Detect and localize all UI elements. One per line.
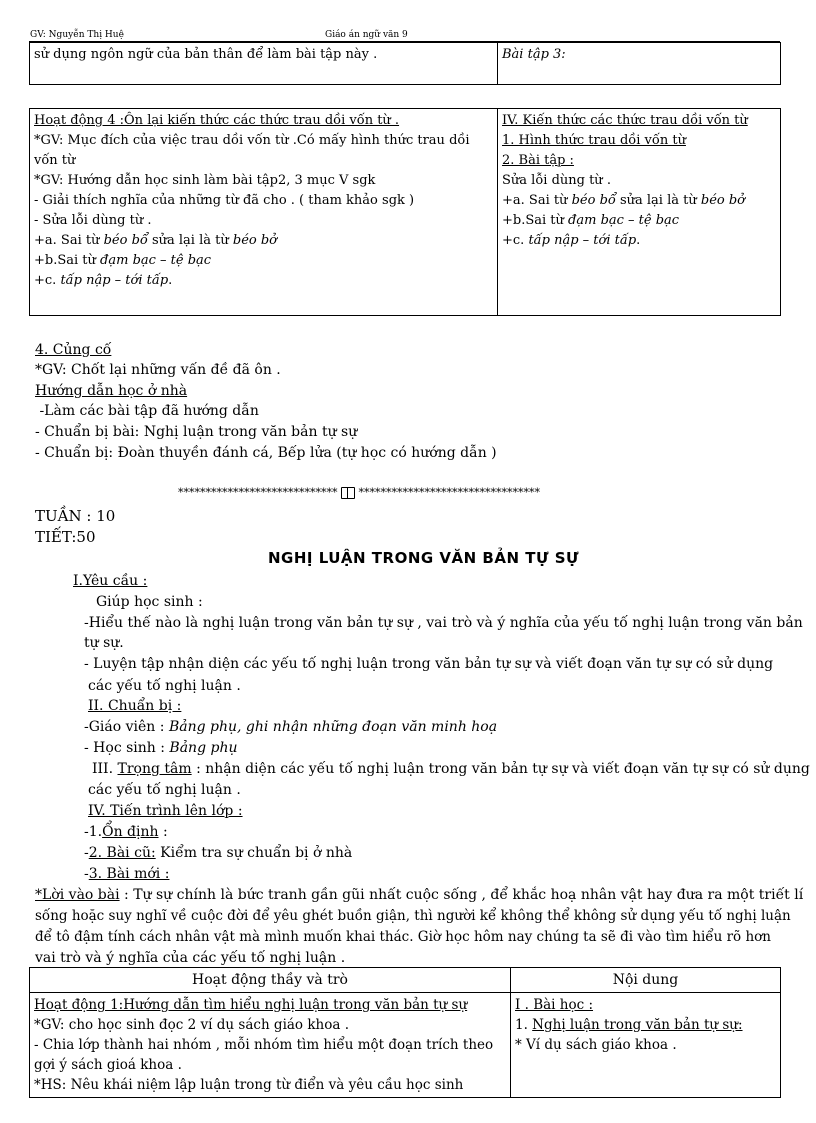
prep-teacher-value: Bảng phụ, ghi nhận những đoạn văn minh hoạ [168, 719, 498, 735]
focus-pre: III. [92, 761, 118, 777]
fix-b-pre: +b.Sai từ [34, 253, 101, 268]
fix-a-word2: béo bở [700, 193, 745, 208]
step-3-pre: - [84, 866, 89, 882]
lesson-title: NGHỊ LUẬN TRONG VĂN BẢN TỰ SỰ [268, 549, 580, 567]
review-left-fix-a [34, 231, 493, 251]
fix-c-word: tấp nập – tới tấp [528, 233, 637, 248]
fix-a-mid: sửa lại là từ [147, 233, 233, 248]
req-line: các yếu tố nghị luận . [88, 678, 241, 694]
req-line: - Luyện tập nhận diện các yếu tố nghị luận trong văn bản tự sự và viết đoạn văn tự sự có sử dụng [84, 656, 774, 672]
home-title: Hướng dẫn học ở nhà [35, 383, 188, 399]
req-label: I.Yêu cầu : [73, 573, 148, 589]
col2-header: Nội dung [511, 968, 781, 993]
review-right-title: IV. Kiến thức các thức trau dồi vốn từ [502, 113, 748, 128]
intro-text: : Tự sự chính là bức tranh gần gũi nhất cuộc sống , để khắc hoạ nhân vật hay đưa ra một triết lí [119, 887, 804, 903]
header-teacher: GV: Nguyễn Thị Huệ [30, 30, 124, 40]
separator-right: ********************************* [358, 486, 540, 499]
step-3 [84, 864, 169, 884]
review-left-line: *GV: Hướng dẫn học sinh làm bài tập2, 3 mục V sgk [34, 173, 376, 188]
focus-line [92, 759, 810, 779]
fix-b-word: đạm bạc – tệ bạc [100, 253, 212, 268]
review-right-fix-a [502, 191, 776, 211]
review-left-line: - Sửa lỗi dùng từ . [34, 213, 152, 228]
focus-text: : nhận diện các yếu tố nghị luận trong văn bản tự sự và viết đoạn văn tự sự có sử dụng [191, 761, 810, 777]
intro-line: vai trò và ý nghĩa của các yếu tố nghị luận . [35, 950, 346, 966]
prep-student [84, 738, 237, 758]
prep-teacher-label: -Giáo viên : [84, 719, 169, 735]
top-box-left: sử dụng ngôn ngữ của bản thân để làm bài tập này . [30, 43, 498, 85]
fix-c-post: . [636, 233, 641, 248]
period-label: TIẾT:50 [35, 528, 96, 546]
fix-c-word: tấp nập – tới tấp [60, 273, 169, 288]
review-left-cell [30, 109, 498, 316]
prep-label: II. Chuẩn bị : [88, 698, 182, 714]
activity-left-title: Hoạt động 1:Hướng dẫn tìm hiểu nghị luận trong văn bản tự sự [34, 997, 468, 1013]
req-intro: Giúp học sinh : [96, 594, 203, 610]
activity-table [29, 967, 781, 1098]
activity-right-title: I . Bài học : [515, 997, 594, 1013]
consolidate-line: *GV: Chốt lại những vấn đề đã ôn . [35, 362, 281, 378]
fix-a-word2: béo bở [232, 233, 277, 248]
review-right-line: Sửa lỗi dùng từ . [502, 173, 611, 188]
activity-right-cell [511, 993, 781, 1098]
review-box [29, 108, 781, 316]
fix-c-post: . [168, 273, 173, 288]
activity-left-line: *HS: Nêu khái niệm lập luận trong từ điển và yêu cầu học sinh [34, 1077, 464, 1093]
step-1 [84, 822, 168, 842]
intro-line: sống hoặc suy nghĩ về cuộc đời để yêu ghét buồn giận, thì người kể không thể không sử dụng yếu tố nghị luận [35, 908, 791, 924]
review-left-line: *GV: Mục đích của việc trau dồi vốn từ .Có mấy hình thức trau dồi vốn từ [34, 133, 470, 168]
review-right-h2: 2. Bài tập : [502, 153, 574, 168]
consolidate-title: 4. Củng cố [35, 342, 112, 358]
col1-header: Hoạt động thầy và trò [30, 968, 511, 993]
process-label: IV. Tiến trình lên lớp : [88, 803, 243, 819]
prep-student-label: - Học sinh : [84, 740, 170, 756]
activity-right-sub-label: Nghị luận trong văn bản tự sự: [532, 1017, 743, 1033]
activity-right-line: * Ví dụ sách giáo khoa . [515, 1037, 677, 1053]
step-2-label: 2. Bài cũ: [88, 845, 156, 861]
req-line: tự sự. [84, 635, 124, 651]
separator-left: ***************************** [178, 486, 338, 499]
activity-right-sub: 1. Nghị luận trong văn bản tự sự: [515, 1017, 743, 1033]
header-subject: Giáo án ngữ văn 9 [325, 30, 408, 40]
step-1-pre: -1. [84, 824, 103, 840]
top-box-right: Bài tập 3: [498, 43, 781, 85]
activity-left-cell [30, 993, 511, 1098]
fix-a-pre: +a. Sai từ [34, 233, 104, 248]
review-left-fix-b [34, 251, 493, 271]
fix-a-mid: sửa lại là từ [615, 193, 701, 208]
review-left-title: Hoạt động 4 :Ôn lại kiến thức các thức trau dồi vốn từ . [34, 113, 400, 128]
review-right-fix-c [502, 231, 776, 251]
step-1-label: Ổn định [102, 824, 159, 840]
home-line: - Chuẩn bị: Đoàn thuyền đánh cá, Bếp lửa (tự học có hướng dẫn ) [35, 445, 497, 461]
review-right-cell [498, 109, 781, 316]
focus-line-2: các yếu tố nghị luận . [88, 782, 241, 798]
review-right-h1: 1. Hình thức trau dồi vốn từ [502, 133, 686, 148]
intro-line: để tô đậm tính cách nhân vật mà mình muốn khai thác. Giờ học hôm nay chúng ta sẽ đi vào tìm hiểu rõ hơn [35, 929, 771, 945]
book-icon [341, 487, 355, 499]
separator [178, 483, 540, 503]
home-line: - Chuẩn bị bài: Nghị luận trong văn bản tự sự [35, 424, 358, 440]
fix-a-word1: béo bổ [103, 233, 148, 248]
review-right-fix-b [502, 211, 776, 231]
review-left-fix-c [34, 271, 493, 291]
step-2 [84, 843, 352, 863]
prep-teacher [84, 717, 497, 737]
req-line: -Hiểu thế nào là nghị luận trong văn bản tự sự , vai trò và ý nghĩa của yếu tố nghị luận trong văn bản [84, 615, 803, 631]
home-line: -Làm các bài tập đã hướng dẫn [35, 403, 259, 419]
fix-b-pre: +b.Sai từ [502, 213, 569, 228]
fix-a-word1: béo bổ [571, 193, 616, 208]
intro-line [35, 885, 803, 905]
top-box [29, 42, 781, 85]
prep-student-value: Bảng phụ [169, 740, 238, 756]
step-1-post: : [158, 824, 168, 840]
fix-c-pre: +c. [502, 233, 529, 248]
activity-left-line: *GV: cho học sinh đọc 2 ví dụ sách giáo khoa . [34, 1017, 349, 1033]
intro-label: *Lời vào bài [35, 887, 120, 903]
step-3-label: 3. Bài mới : [88, 866, 170, 882]
fix-c-pre: +c. [34, 273, 61, 288]
week-label: TUẦN : 10 [35, 507, 116, 525]
focus-label: Trọng tâm [117, 761, 192, 777]
activity-left-line: - Chia lớp thành hai nhóm , mỗi nhóm tìm hiểu một đoạn trích theo gợi ý sách gioá khoa . [34, 1037, 494, 1073]
fix-a-pre: +a. Sai từ [502, 193, 572, 208]
step-2-text: Kiểm tra sự chuẩn bị ở nhà [155, 845, 353, 861]
step-2-pre: - [84, 845, 89, 861]
fix-b-word: đạm bạc – tệ bạc [568, 213, 680, 228]
review-left-line: - Giải thích nghĩa của những từ đã cho . ( tham khảo sgk ) [34, 193, 415, 208]
